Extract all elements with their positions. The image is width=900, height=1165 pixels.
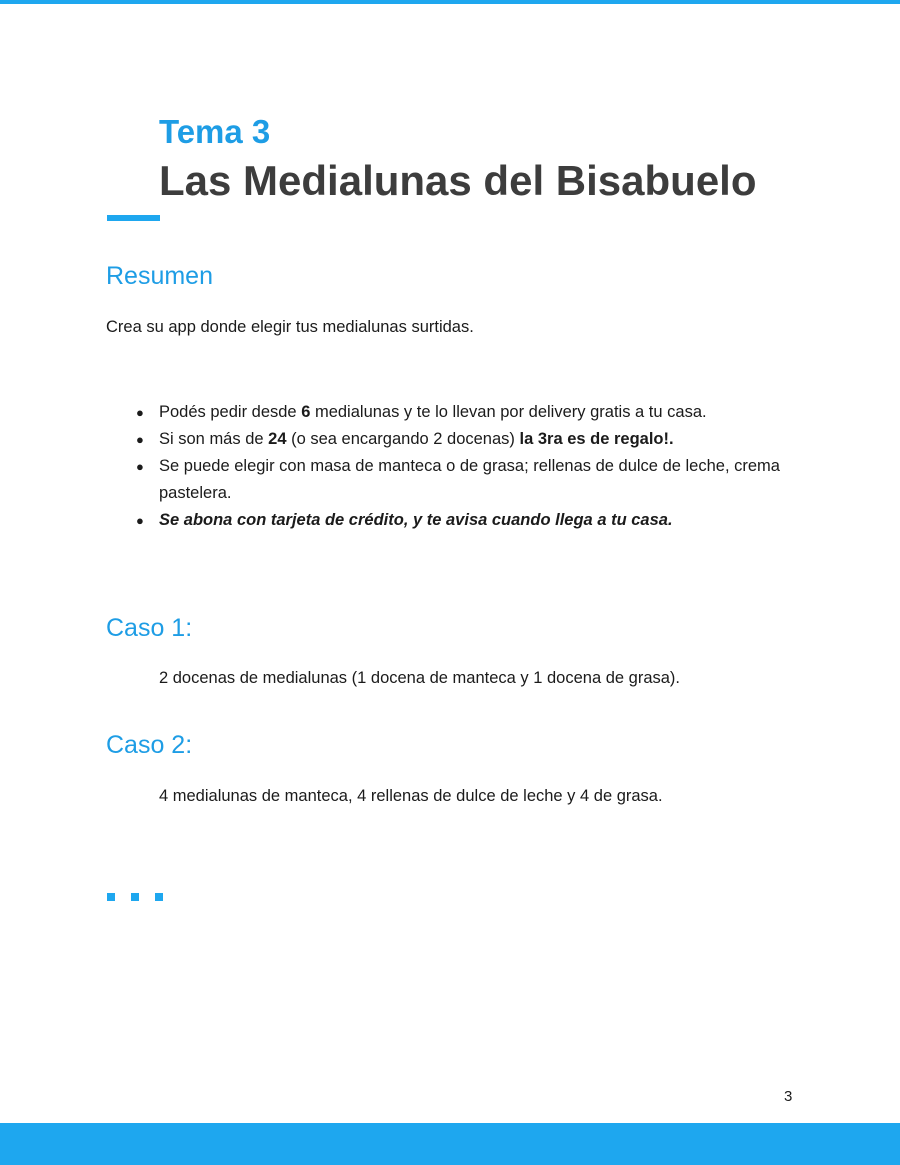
resumen-text: Crea su app donde elegir tus medialunas surtidas. [106,318,474,336]
bullet-dot: ● [136,459,144,474]
page-number: 3 [784,1088,793,1105]
bullet-text: Podés pedir desde [159,403,302,421]
bottom-accent-bar [0,1123,900,1165]
resumen-heading: Resumen [106,262,213,290]
bullet-text: medialunas y te lo llevan por delivery gratis a tu casa. [310,403,707,421]
bullet-item [130,426,780,453]
bullet-item [130,453,780,507]
bullet-text: 24 [268,430,287,448]
bullet-item [130,507,780,534]
feature-list [130,399,780,534]
caso-1-heading: Caso 1: [106,614,193,642]
ellipsis-dot [131,893,139,901]
caso-2-text: 4 medialunas de manteca, 4 rellenas de dulce de leche y 4 de grasa. [159,787,663,805]
bullet-dot: ● [136,513,144,528]
title-underline [107,215,160,221]
bullet-text: Se abona con tarjeta de crédito, y te avisa cuando llega a tu casa. [159,511,673,529]
bullet-dot: ● [136,405,144,420]
page-title: Las Medialunas del Bisabuelo [159,157,757,204]
ellipsis-dot [107,893,115,901]
bullet-text: 6 [301,403,311,421]
bullet-text: la 3ra es de regalo!. [519,430,674,448]
caso-1-text: 2 docenas de medialunas (1 docena de manteca y 1 docena de grasa). [159,669,681,687]
top-accent-bar [0,0,900,4]
caso-2-heading: Caso 2: [106,731,193,759]
bullet-text: Se puede elegir con masa de manteca o de grasa; rellenas de dulce de leche, crema pastelera. [159,457,780,502]
more-ellipsis [107,893,163,901]
topic-number: Tema 3 [159,113,271,150]
ellipsis-dot [155,893,163,901]
bullet-item [130,399,780,426]
bullet-text: Si son más de [159,430,269,448]
bullet-dot: ● [136,432,144,447]
bullet-text: (o sea encargando 2 docenas) [286,430,520,448]
